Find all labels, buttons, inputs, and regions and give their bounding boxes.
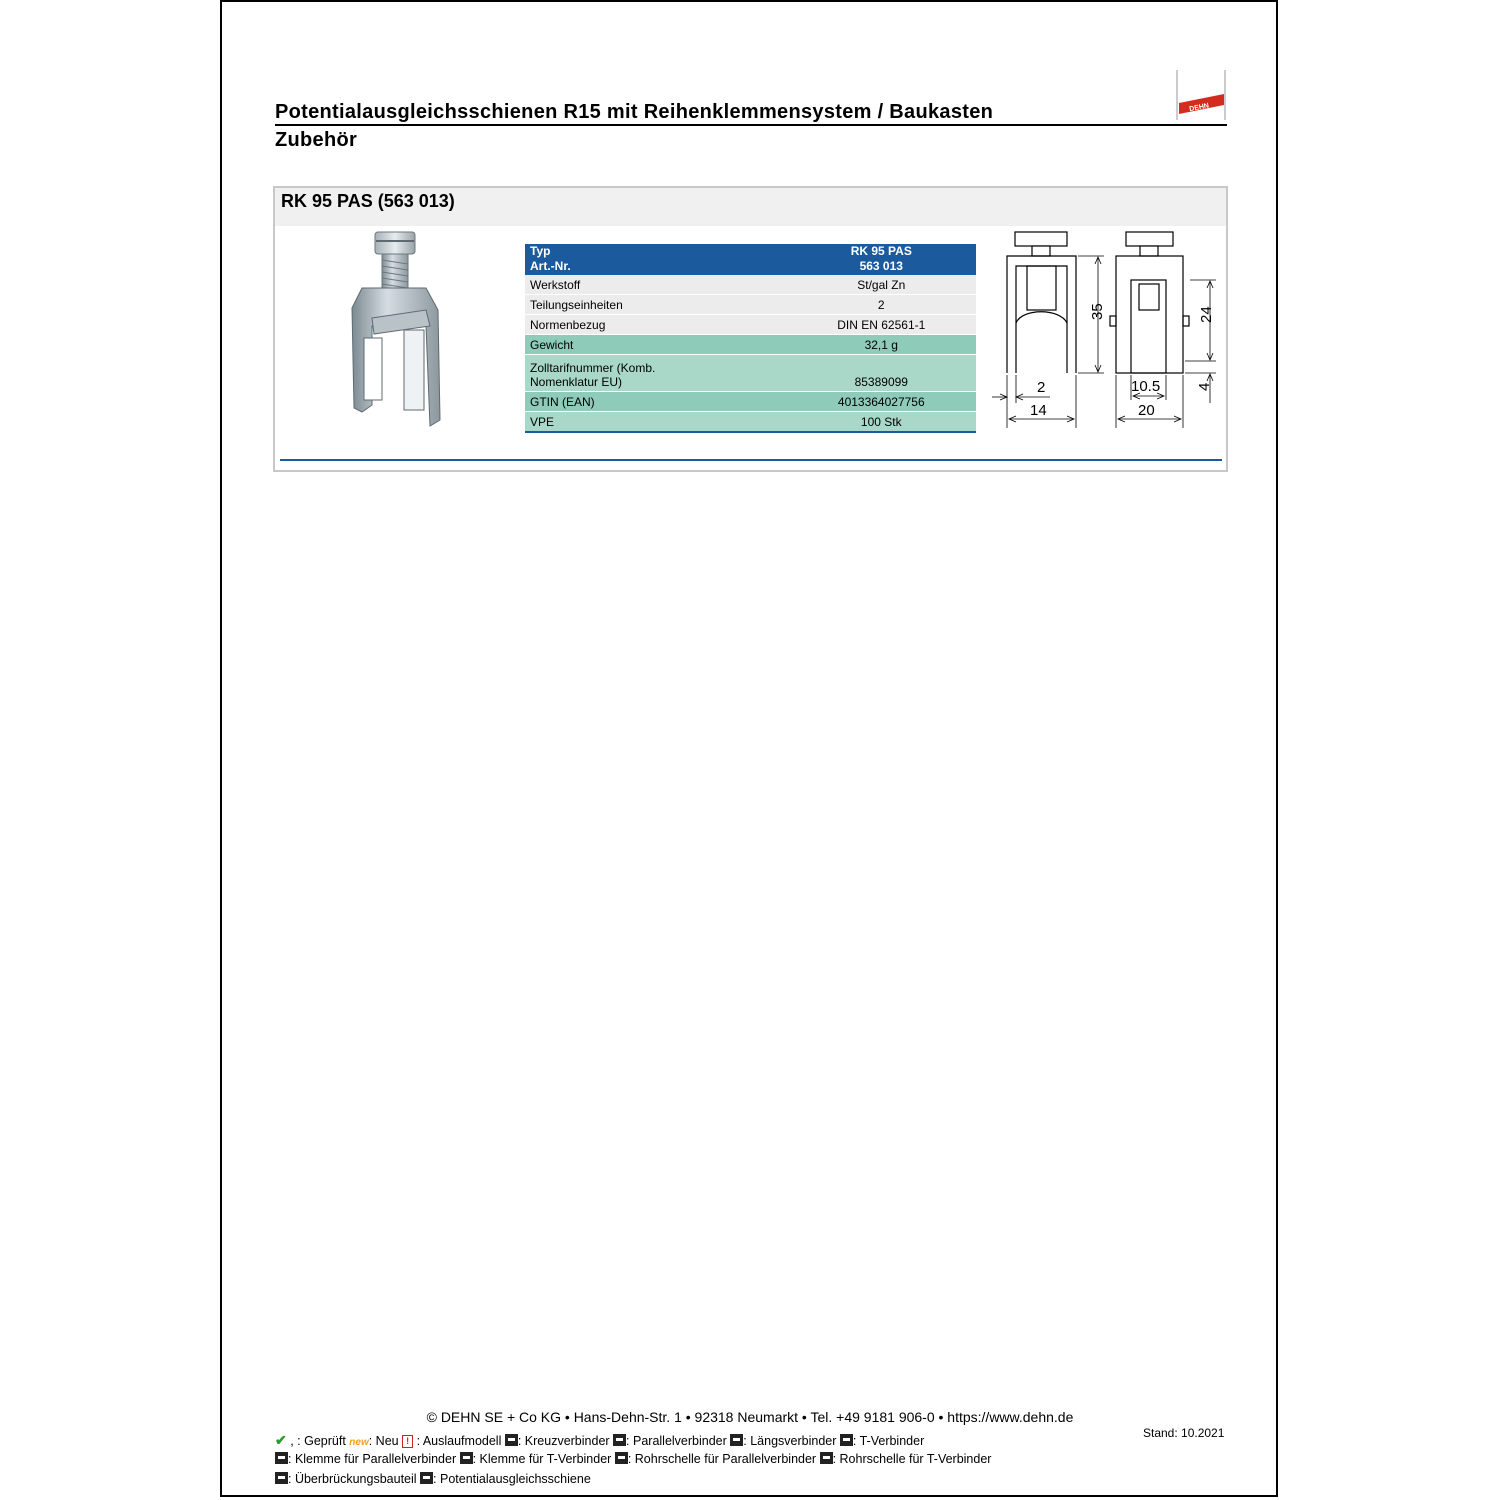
spec-row-zolltarif — [525, 355, 976, 392]
spec-label-line1: Zolltarifnummer (Komb. — [530, 361, 656, 375]
footer-address: © DEHN SE + Co KG • Hans-Dehn-Str. 1 • 92318 Neumarkt • Tel. +49 9181 906-0 • https://www.dehn.de — [426, 1409, 1074, 1425]
dim-14: 14 — [1030, 402, 1047, 419]
parallel-clamp-icon — [275, 1452, 288, 1464]
legend-pas: : Potentialausgleichsschiene — [433, 1472, 591, 1486]
footer-stand: Stand: 10.2021 — [1143, 1426, 1225, 1440]
spec-row-werkstoff — [525, 275, 976, 295]
card-bottom-rule — [280, 459, 1222, 461]
dim-35: 35 — [1089, 303, 1106, 320]
dehn-logo — [1176, 70, 1226, 120]
spec-label: Art.-Nr. — [525, 259, 787, 275]
spec-value: RK 95 PAS — [787, 244, 976, 259]
spec-value: 2 — [787, 295, 976, 315]
spec-label-line2: Nomenklatur EU) — [530, 375, 623, 389]
legend-kreuz: : Kreuzverbinder — [517, 1434, 610, 1448]
spec-row-typ — [525, 244, 976, 259]
legend-klemme-t: : Klemme für T-Verbinder — [472, 1452, 612, 1466]
equipotential-bar-icon — [420, 1472, 433, 1484]
spec-label: GTIN (EAN) — [525, 392, 787, 412]
pipe-clamp-parallel-icon — [615, 1452, 628, 1464]
spec-value: 85389099 — [787, 355, 976, 392]
page-subtitle: Zubehör — [275, 129, 358, 151]
spec-value: 4013364027756 — [787, 392, 976, 412]
legend-line-3 — [275, 1472, 591, 1486]
legend-tverb: : T-Verbinder — [852, 1434, 925, 1448]
spec-label: Typ — [525, 244, 787, 259]
parallel-connector-icon — [613, 1434, 626, 1446]
legend-gepruft: , : Geprüft — [286, 1434, 346, 1448]
bridging-component-icon — [275, 1472, 288, 1484]
spec-value: 100 Stk — [787, 412, 976, 433]
spec-row-gewicht — [525, 335, 976, 355]
title-rule — [275, 124, 1227, 126]
cross-connector-icon — [505, 1434, 518, 1446]
dim-24: 24 — [1198, 306, 1215, 323]
spec-label — [525, 355, 787, 392]
spec-row-artnr — [525, 259, 976, 275]
new-badge-icon: new — [349, 1437, 369, 1448]
spec-row-gtin — [525, 392, 976, 412]
legend-ueberbrueck: : Überbrückungsbauteil — [288, 1472, 417, 1486]
spec-row-teilungseinheiten — [525, 295, 976, 315]
spec-value: DIN EN 62561-1 — [787, 315, 976, 335]
legend-line-1 — [275, 1432, 924, 1449]
legend-klemme-parallel: : Klemme für Parallelverbinder — [288, 1452, 457, 1466]
terminal-clamp-photo — [342, 230, 447, 430]
discontinued-icon: ! — [402, 1435, 413, 1448]
spec-table — [525, 244, 976, 433]
spec-label: VPE — [525, 412, 787, 433]
legend-rohr-parallel: : Rohrschelle für Parallelverbinder — [627, 1452, 817, 1466]
spec-row-vpe — [525, 412, 976, 433]
check-icon: ✔ — [275, 1432, 287, 1448]
legend-laengs: : Längsverbinder — [743, 1434, 837, 1448]
dim-2: 2 — [1037, 379, 1046, 396]
page-title: Potentialausgleichsschienen R15 mit Reihenklemmensystem / Baukasten — [275, 101, 994, 123]
legend-auslauf: : Auslaufmodell — [413, 1434, 502, 1448]
spec-value: 563 013 — [787, 259, 976, 275]
spec-label: Normenbezug — [525, 315, 787, 335]
legend-neu: : Neu — [368, 1434, 399, 1448]
product-heading: RK 95 PAS (563 013) — [281, 191, 455, 211]
spec-label: Werkstoff — [525, 275, 787, 295]
dimension-drawing — [990, 228, 1220, 433]
legend-rohr-t: : Rohrschelle für T-Verbinder — [832, 1452, 992, 1466]
t-clamp-icon — [460, 1452, 473, 1464]
t-connector-icon — [840, 1434, 853, 1446]
product-card-header — [275, 188, 1226, 226]
spec-label: Gewicht — [525, 335, 787, 355]
spec-value: St/gal Zn — [787, 275, 976, 295]
dim-10-5: 10.5 — [1131, 378, 1161, 395]
spec-value: 32,1 g — [787, 335, 976, 355]
pipe-clamp-t-icon — [820, 1452, 833, 1464]
legend-parallel: : Parallelverbinder — [626, 1434, 727, 1448]
dim-4: 4 — [1196, 382, 1213, 391]
dim-20: 20 — [1138, 402, 1155, 419]
longitudinal-connector-icon — [730, 1434, 743, 1446]
spec-row-normenbezug — [525, 315, 976, 335]
logo-text: DEHN — [1188, 102, 1210, 114]
legend-line-2 — [275, 1452, 991, 1466]
spec-label: Teilungseinheiten — [525, 295, 787, 315]
